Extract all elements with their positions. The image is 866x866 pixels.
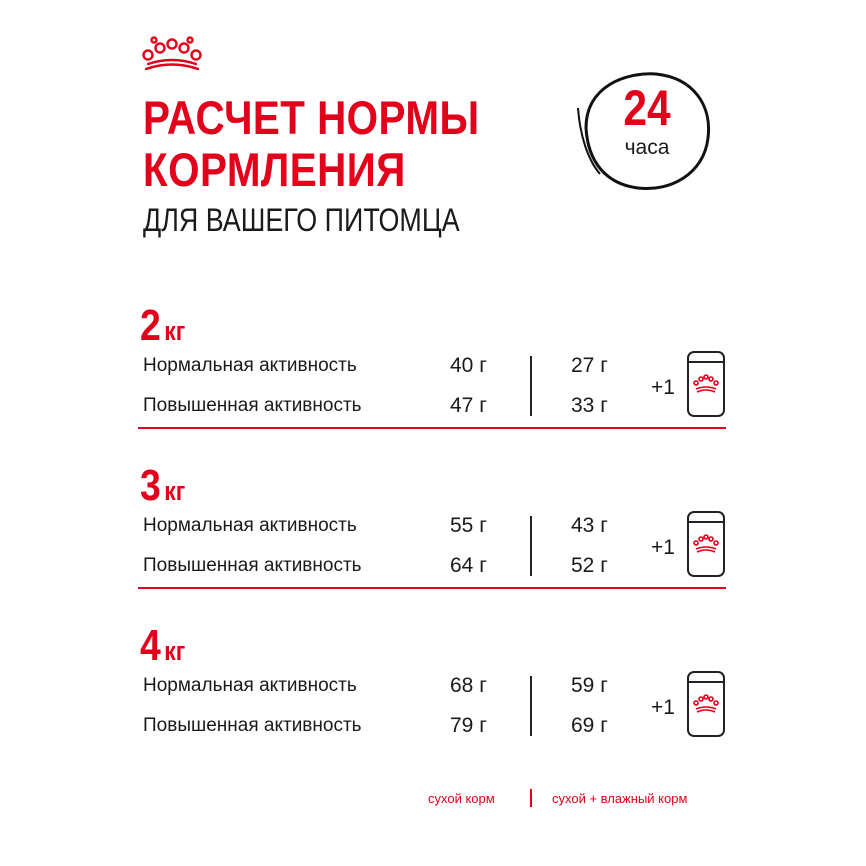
legend-divider	[530, 789, 532, 807]
section-divider	[138, 587, 726, 589]
badge-hours-number: 24	[623, 80, 671, 136]
weight-unit: кг	[164, 316, 186, 346]
activity-label-normal: Нормальная активность	[143, 515, 357, 536]
wet-food-amount: 27 г	[571, 354, 608, 377]
weight-heading	[140, 461, 186, 513]
weight-heading	[140, 621, 186, 673]
column-divider	[530, 516, 532, 576]
weight-number: 4	[140, 621, 161, 670]
wet-food-amount: 59 г	[571, 674, 608, 697]
wet-food-pouch-icon	[686, 510, 726, 578]
title-line-1: РАСЧЕТ НОРМЫ	[143, 91, 480, 144]
title-line-2: КОРМЛЕНИЯ	[143, 143, 406, 196]
activity-label-normal: Нормальная активность	[143, 675, 357, 696]
wet-food-pouch-icon	[686, 670, 726, 738]
dry-food-amount: 68 г	[450, 674, 487, 697]
activity-label-high: Повышенная активность	[143, 555, 362, 576]
royal-crown-logo	[140, 36, 204, 76]
wet-food-amount: 69 г	[571, 714, 608, 737]
activity-label-normal: Нормальная активность	[143, 355, 357, 376]
page-subtitle: ДЛЯ ВАШЕГО ПИТОМЦА	[143, 202, 460, 238]
dry-food-amount: 79 г	[450, 714, 487, 737]
activity-label-high: Повышенная активность	[143, 395, 362, 416]
column-divider	[530, 676, 532, 736]
dry-food-amount: 55 г	[450, 514, 487, 537]
dry-food-amount: 64 г	[450, 554, 487, 577]
wet-food-pouch-icon	[686, 350, 726, 418]
wet-food-amount: 52 г	[571, 554, 608, 577]
weight-number: 3	[140, 461, 161, 510]
weight-number: 2	[140, 301, 161, 350]
weight-unit: кг	[164, 476, 186, 506]
section-divider	[138, 427, 726, 429]
weight-section-3kg	[0, 461, 866, 604]
wet-food-amount: 43 г	[571, 514, 608, 537]
pouch-count: +1	[651, 376, 675, 399]
activity-label-high: Повышенная активность	[143, 715, 362, 736]
column-divider	[530, 356, 532, 416]
weight-unit: кг	[164, 636, 186, 666]
badge-hours-unit: часа	[624, 136, 670, 159]
weight-section-2kg	[0, 301, 866, 444]
page-title	[143, 92, 480, 196]
pouch-count: +1	[651, 536, 675, 559]
legend-dry-food: сухой корм	[428, 791, 495, 806]
dry-food-amount: 40 г	[450, 354, 487, 377]
weight-section-4kg	[0, 621, 866, 764]
weight-heading	[140, 301, 186, 353]
dry-food-amount: 47 г	[450, 394, 487, 417]
wet-food-amount: 33 г	[571, 394, 608, 417]
legend-dry-plus-wet-food: сухой + влажный корм	[552, 791, 688, 806]
pouch-count: +1	[651, 696, 675, 719]
